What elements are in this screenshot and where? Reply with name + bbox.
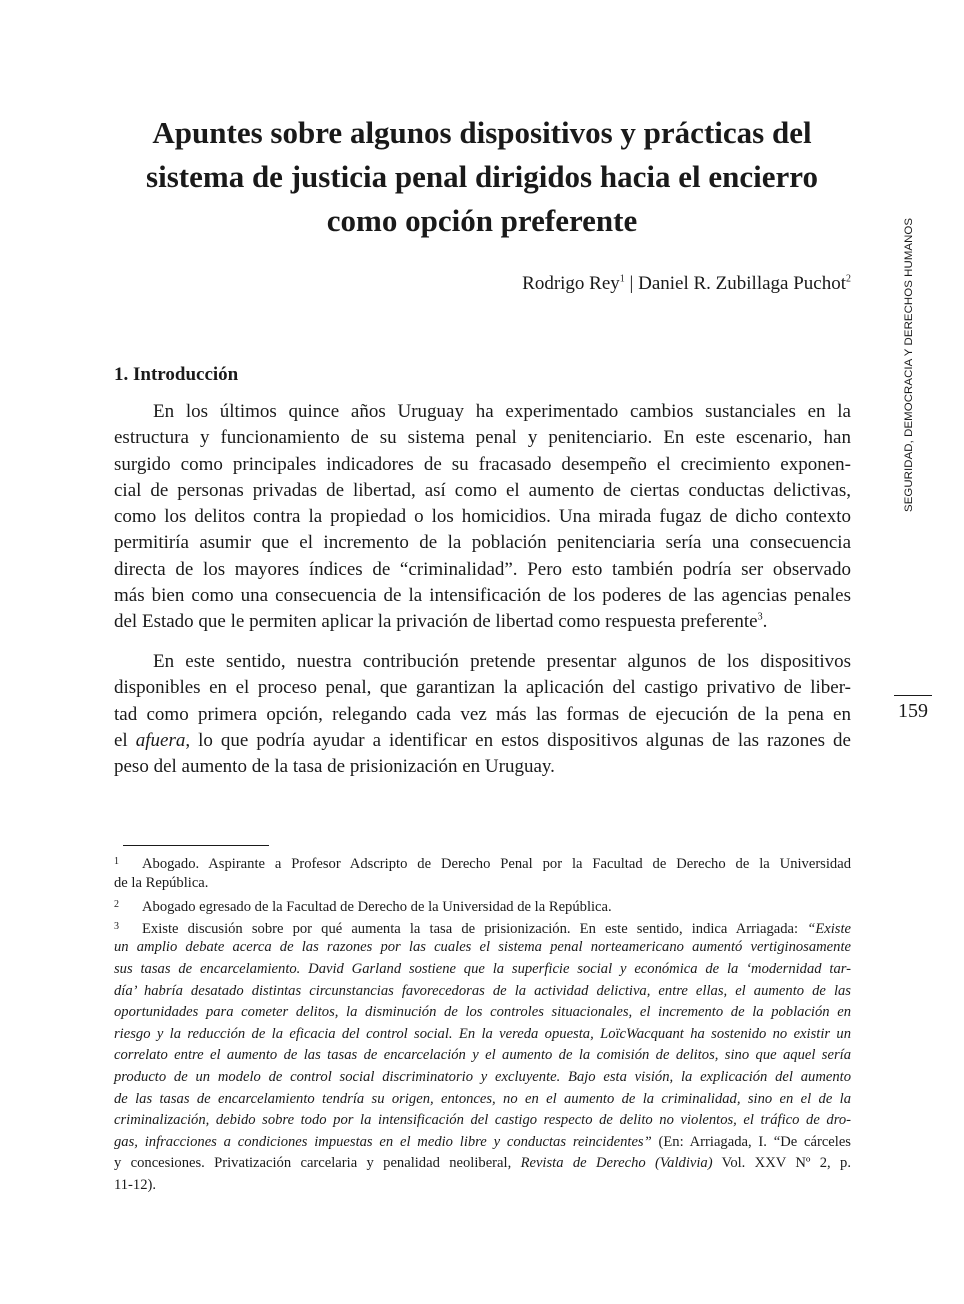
- quote-text: criminalización, debido sobre todo por la intensificación del castigo respecto de delito no violentos, el tráfico de dro-: [114, 1112, 851, 1129]
- text-line: [114, 609, 851, 635]
- title-line: como opción preferente: [326, 203, 638, 238]
- author-line: [114, 272, 851, 296]
- footnote-line: [114, 959, 851, 981]
- footnote-ref[interactable]: 3: [757, 612, 763, 624]
- text-line: disponibles en el proceso penal, que garantizan la aplicación del castigo privativo de liber-: [114, 677, 851, 699]
- author-name: Rodrigo Rey: [522, 273, 620, 294]
- footnote-line: [114, 1132, 851, 1154]
- page-number-rule: [894, 695, 932, 696]
- running-header: SEGURIDAD, DEMOCRACIA Y DERECHOS HUMANOS: [903, 217, 915, 512]
- text-line: tad como primera opción, relegando cada vez más las formas de ejecución de la pena en: [114, 703, 851, 725]
- footnote-ref[interactable]: 1: [619, 273, 625, 285]
- footnote-text: Abogado. Aspirante a Profesor Adscripto de Derecho Penal por la Facultad de Derecho de la Universidad: [142, 856, 851, 872]
- quote-text: de las tasas de encarcelamiento tendría su origen, entonces, no en el aumento de la criminalidad, sino en el de la: [114, 1090, 851, 1107]
- footnote-line: [114, 937, 851, 959]
- text-line: En este sentido, nuestra contribución pretende presentar algunos de los dispositivos: [153, 651, 851, 672]
- text-segment: el: [114, 729, 136, 751]
- footnote-line: [114, 1002, 851, 1024]
- footnote-number: 3: [114, 920, 119, 932]
- footnote-text: Vol. XXV Nº 2, p.: [712, 1155, 851, 1172]
- footnotes: [114, 851, 851, 1197]
- footnote-line: 11-12).: [114, 1176, 157, 1193]
- footnote-line: [114, 1110, 851, 1132]
- quote-text: producto de un modelo de control social discriminatorio y excluyente. Bajo esta visión, la explicación del aumento: [114, 1068, 851, 1085]
- author-name: Daniel R. Zubillaga Puchot: [638, 273, 846, 294]
- page-number: 159: [898, 700, 928, 722]
- text-line: directa de los mayores índices de “criminalidad”. Pero esto también podría ser observado: [114, 558, 851, 580]
- quote-text: gas, infracciones a condiciones impuestas en el medio libre y conductas reincidentes”: [114, 1133, 652, 1150]
- body-paragraph: [114, 649, 851, 780]
- footnote-line: [114, 851, 851, 873]
- quote-text: un amplio debate acerca de las razones por las cuales el sistema penal norteamericano aumentó vertiginosamente: [114, 939, 851, 956]
- footnote-number: 1: [114, 856, 119, 867]
- footnote-line: [114, 916, 851, 938]
- text-line: peso del aumento de la tasa de prisionización en Uruguay.: [114, 756, 555, 778]
- footnote-line: [114, 1153, 851, 1175]
- text-line: cial de personas privadas de libertad, así como el aumento de ciertas conductas delictivas,: [114, 479, 851, 501]
- footnote-text: Abogado egresado de la Facultad de Derecho de la Universidad de la República.: [142, 899, 612, 916]
- emphasis: afuera: [135, 729, 186, 751]
- text-line: surgido como principales indicadores de su fracasado desempeño el crecimiento exponen-: [114, 453, 851, 475]
- text-segment: , lo que podría ayudar a identificar en estos dispositivos algunas de las razones de: [185, 729, 851, 751]
- title-line: sistema de justicia penal dirigidos hacia el encierro: [146, 159, 818, 194]
- footnote-text: Existe discusión sobre por qué aumenta la tasa de prisionización. En este sentido, indica Arriagada:: [142, 920, 808, 937]
- quote-text: correlato entre el aumento de las tasas de encarcelación y el aumento de la comisión de delitos, sino que aquel sería: [114, 1047, 851, 1064]
- text-segment: del Estado que le permiten aplicar la privación de libertad como respuesta preferente: [114, 611, 758, 633]
- quote-text: riesgo y la reducción de la eficacia del control social. En la vereda opuesta, LoïcWacquant ha sostenido no existir un: [114, 1025, 851, 1042]
- quote-text: día’ habría desatado distintas circunstancias favorecedoras de la actividad delictiva, entre ellas, el aumento de las: [114, 982, 851, 999]
- footnote-text: (En: Arriagada, I. “De cárceles: [651, 1133, 851, 1150]
- journal-title: Revista de Derecho (Valdivia): [520, 1155, 713, 1172]
- text-line: más bien como una consecuencia de la intensificación de los poderes de las agencias penales: [114, 585, 851, 607]
- footnote-divider: [123, 845, 269, 846]
- text-line: En los últimos quince años Uruguay ha experimentado cambios sustanciales en la: [153, 401, 851, 422]
- footnote-line: [114, 1089, 851, 1111]
- footnote-line: [114, 894, 851, 916]
- text-line: [114, 728, 851, 754]
- text-segment: .: [762, 611, 768, 633]
- footnote-line: [114, 1067, 851, 1089]
- footnote-text: y concesiones. Privatización carcelaria y penalidad neoliberal,: [114, 1155, 521, 1172]
- section-heading: 1. Introducción: [114, 364, 239, 385]
- footnote-ref[interactable]: 2: [846, 273, 851, 285]
- body-paragraph: [114, 399, 851, 636]
- text-line: estructura y funcionamiento de su sistema penal y penitenciario. En este escenario, han: [114, 427, 851, 449]
- author-separator: |: [624, 273, 639, 294]
- footnote-line: [114, 981, 851, 1003]
- footnote-line: de la República.: [114, 874, 209, 891]
- footnote-line: [114, 1045, 851, 1067]
- text-line: permitiría asumir que el incremento de la población penitenciaria sería una consecuencia: [114, 532, 851, 554]
- footnote-number: 2: [114, 899, 119, 911]
- quote-text: “Existe: [807, 920, 851, 937]
- article-title: [114, 111, 850, 243]
- quote-text: sus tasas de encarcelamiento. David Garland sostiene que la superficie social y económica de la ‘modernidad tar-: [114, 960, 851, 977]
- quote-text: oportunidades para cometer delitos, la disminución de los controles situacionales, el incremento de la población en: [114, 1004, 851, 1021]
- text-line: como los delitos contra la propiedad o los homicidios. Una mirada fugaz de dicho contexto: [114, 506, 851, 528]
- footnote-line: [114, 1024, 851, 1046]
- title-line: Apuntes sobre algunos dispositivos y prácticas del: [152, 115, 812, 150]
